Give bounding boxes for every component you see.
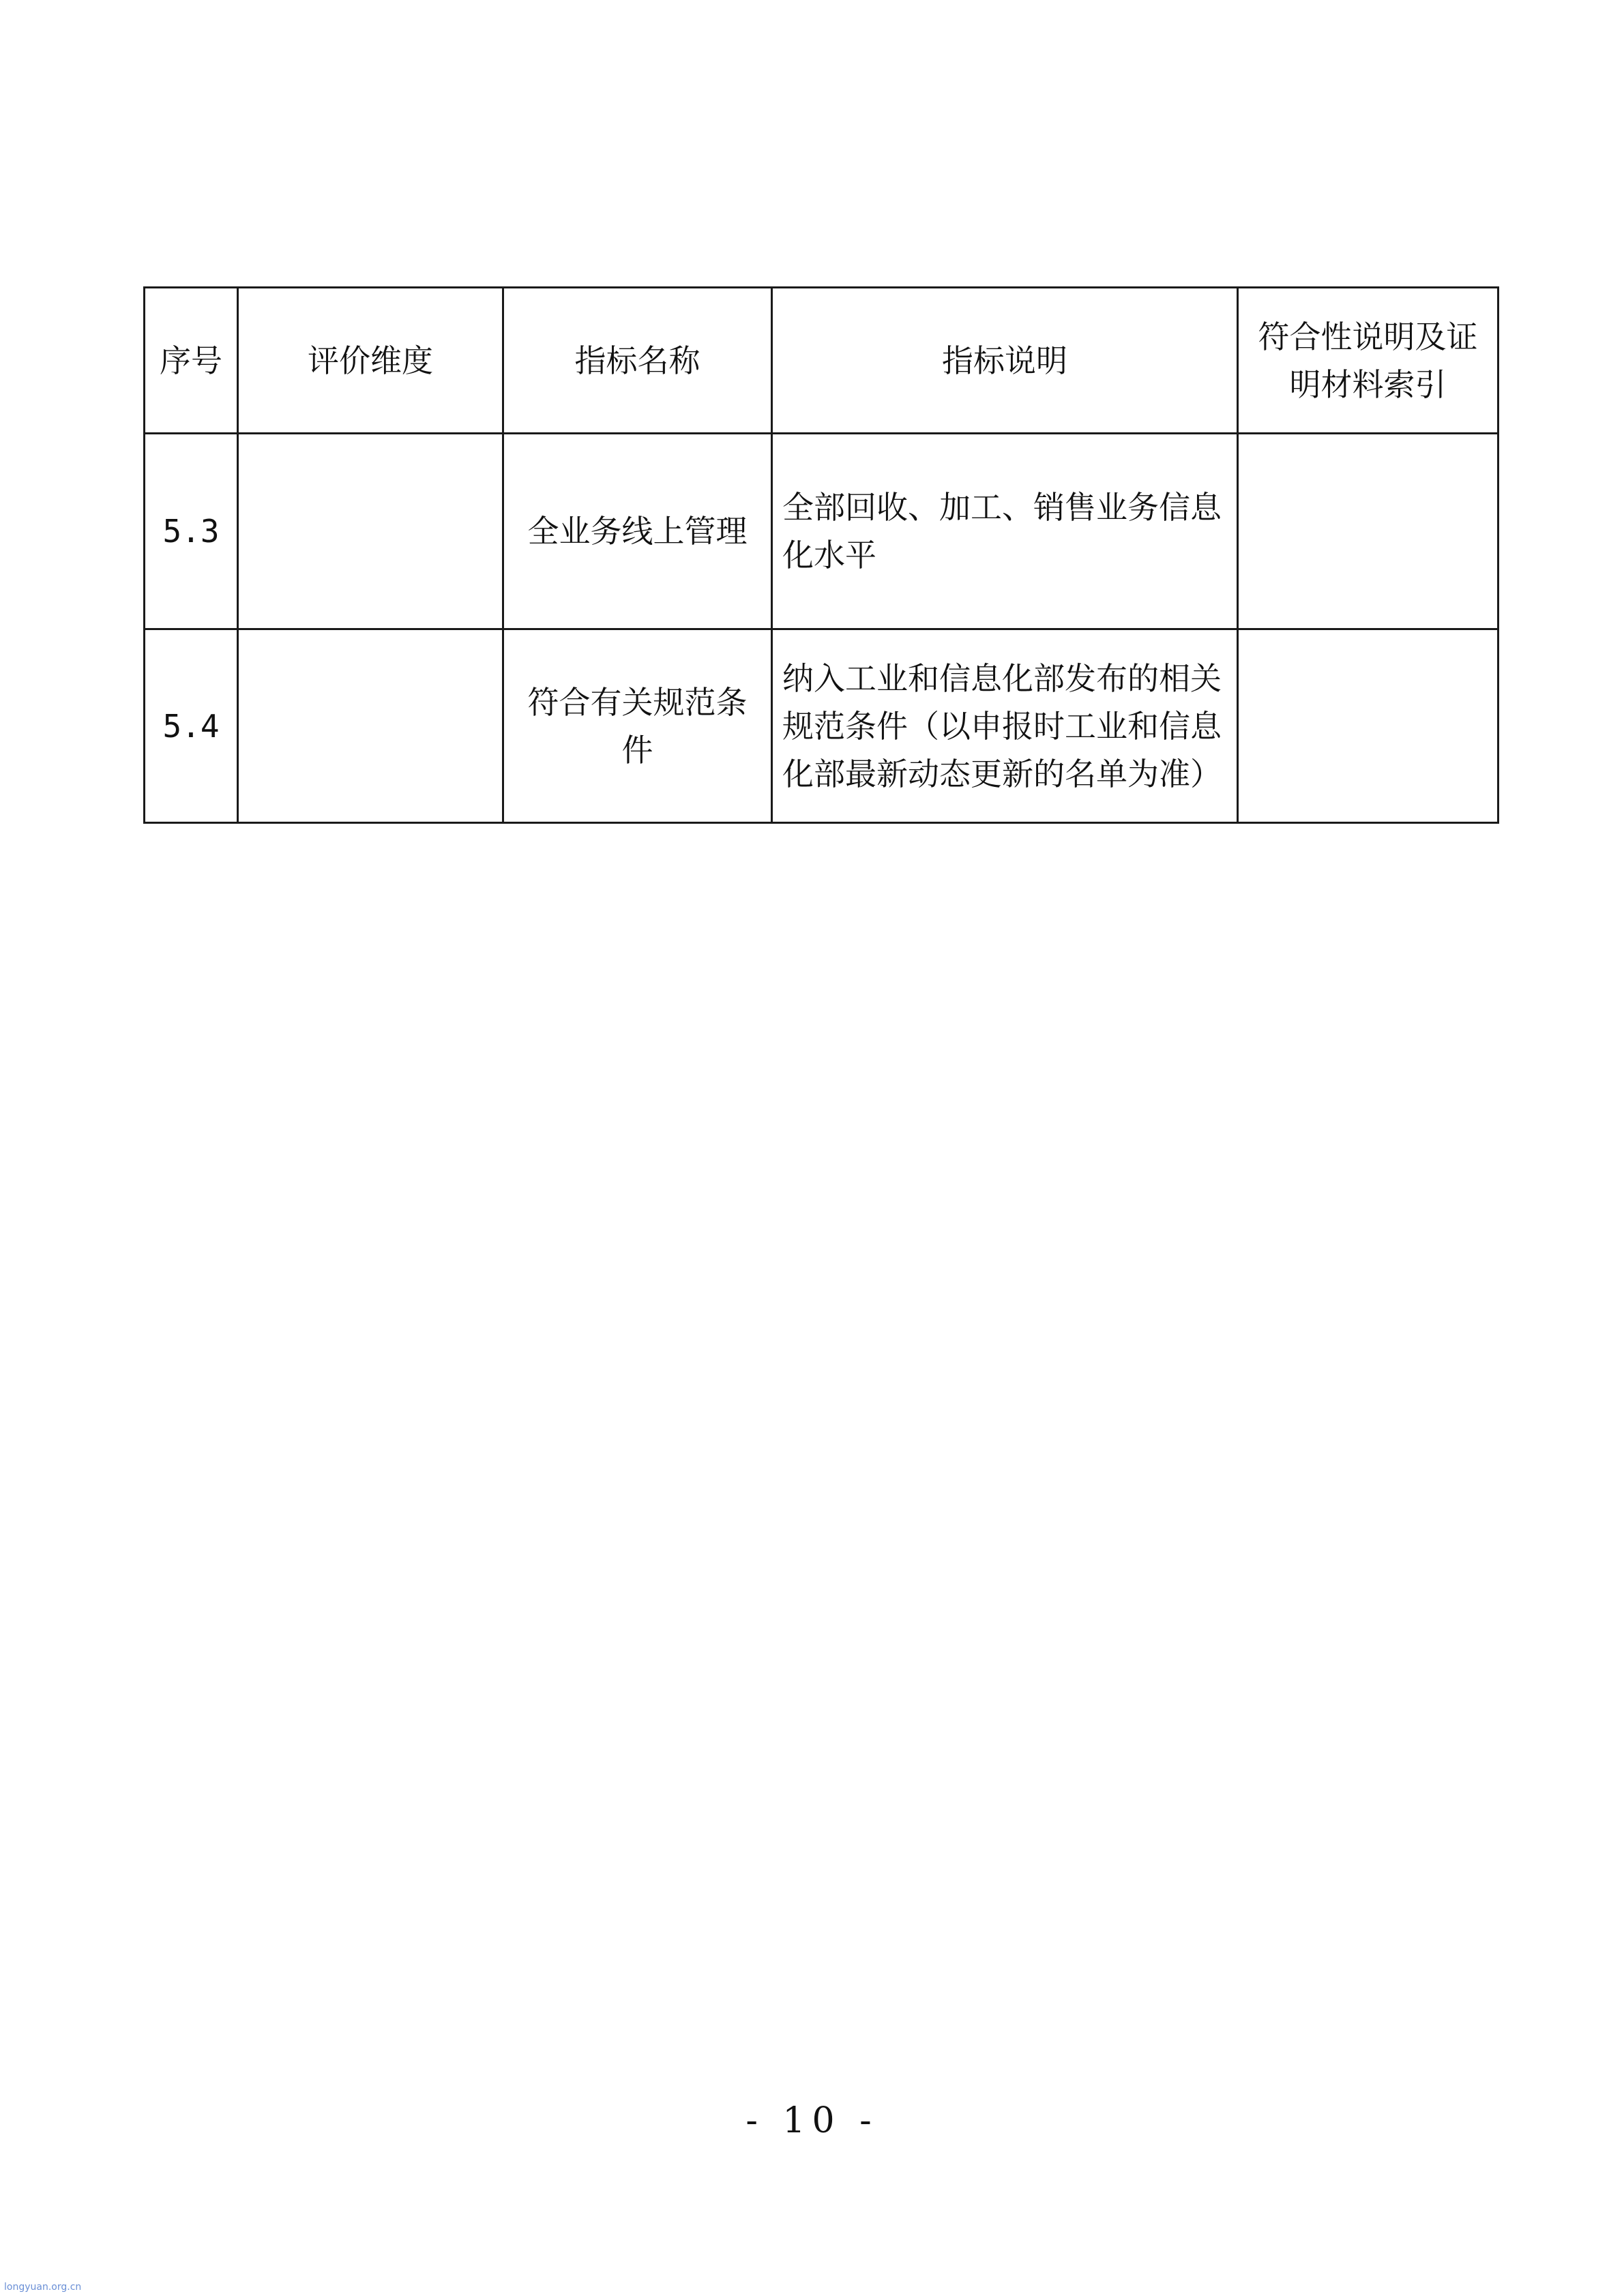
header-indicator-name: 指标名称 [503,288,772,434]
header-indicator-desc: 指标说明 [772,288,1238,434]
cell-seq: 5.4 [145,629,238,823]
cell-dimension [238,629,503,823]
watermark-text: longyuan.org.cn [4,2282,82,2293]
cell-seq: 5.3 [145,434,238,629]
cell-compliance [1238,434,1498,629]
header-compliance: 符合性说明及证明材料索引 [1238,288,1498,434]
cell-compliance [1238,629,1498,823]
cell-indicator-name: 符合有关规范条件 [503,629,772,823]
cell-dimension [238,434,503,629]
table-row [145,434,1498,629]
header-seq: 序号 [145,288,238,434]
table-row [145,629,1498,823]
header-dimension: 评价维度 [238,288,503,434]
page-number: - 10 - [745,2100,879,2141]
cell-indicator-desc: 纳入工业和信息化部发布的相关规范条件（以申报时工业和信息化部最新动态更新的名单为准） [772,629,1238,823]
evaluation-criteria-table [143,286,1499,824]
cell-indicator-desc: 全部回收、加工、销售业务信息化水平 [772,434,1238,629]
cell-indicator-name: 全业务线上管理 [503,434,772,629]
table-header-row [145,288,1498,434]
